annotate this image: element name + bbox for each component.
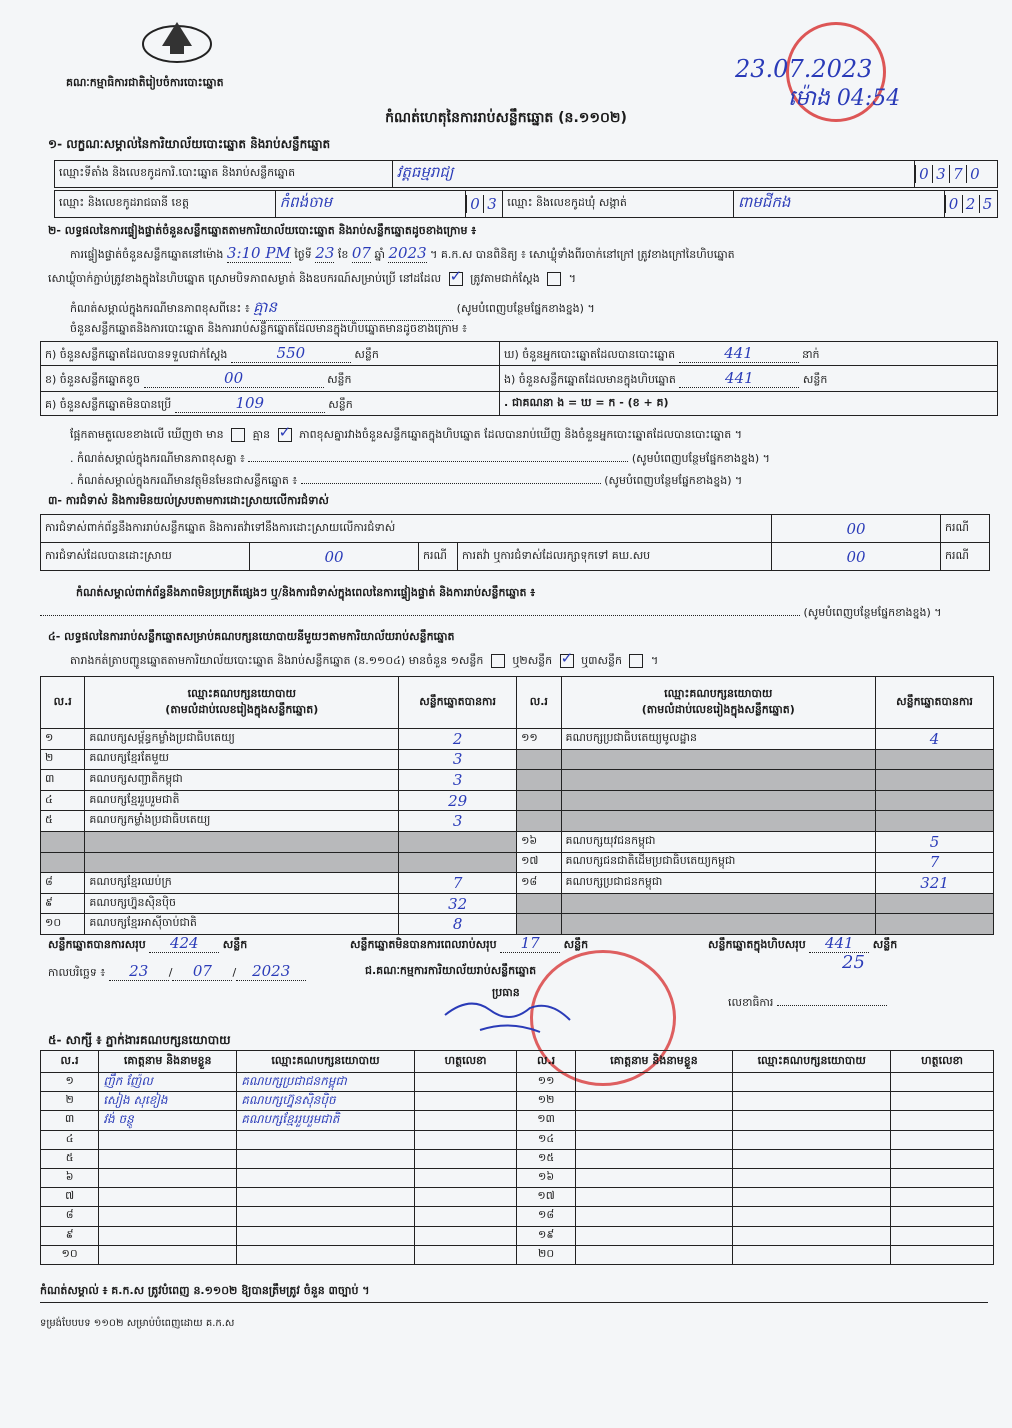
results-cell-no: ១០ (41, 914, 85, 935)
witness-cell-sig (414, 1130, 517, 1149)
witness-cell-no-2: ១១ (517, 1073, 575, 1092)
section-4-heading: ៤- លទ្ធផលនៃការរាប់សន្លឹកឆ្នោតសម្រាប់គណបក្សនយោបាយនីមួយៗតាមការិយាល័យរាប់សន្លឹកឆ្នោត (48, 630, 455, 643)
results-cell-party: គណបក្សខ្មែរអាស៊ីចាប់ជាតិ (85, 914, 399, 935)
results-cell-no-2: ១៧ (517, 852, 561, 873)
s1-commune-label: ឈ្មោះ និងលេខកូដឃុំ សង្កាត់ (503, 191, 734, 218)
results-cell-party (85, 852, 399, 873)
results-table (40, 676, 994, 935)
s2-line-2: សោឃ្លុំចាក់ភ្ជាប់ត្រូវខាងក្នុងនៃហិបឆ្នោត ស្រោមបិទភាពសម្ងាត់ និងឧបករណ៍សម្រាប់ប្រើ នៅដដែល ✓ ត្រូវតាមជាក់ស្ដែង ។ (48, 272, 576, 288)
results-cell-no: ២ (41, 749, 85, 770)
witness-cell-no: ៣ (41, 1111, 99, 1130)
stamp-date: 23.07.2023 (735, 55, 873, 83)
witness-cell-party-2 (733, 1168, 891, 1187)
witness-cell-party (237, 1207, 415, 1226)
results-cell-votes-2: 7 (876, 852, 994, 873)
s1-commune-value: ពាមជីកង (734, 191, 945, 218)
results-cell-votes-2 (876, 914, 994, 935)
s1-commune-code: 0 2 5 (944, 191, 997, 218)
witness-cell-party-2 (733, 1149, 891, 1168)
witness-row (41, 1207, 994, 1226)
witness-cell-party (237, 1130, 415, 1149)
witness-cell-name (99, 1245, 237, 1264)
results-cell-party-2 (561, 749, 876, 770)
witness-cell-no-2: ១៧ (517, 1188, 575, 1207)
s1-location-value: វត្តធម្មរាជ្យ (392, 161, 914, 188)
results-row (41, 852, 994, 873)
s3-note: កំណត់សម្គាល់ពាក់ព័ន្ធនឹងភាពមិនប្រក្រតីផ្សេងៗ ឬ/និងការជំទាស់ក្នុងពេលនៃការផ្ទៀងផ្ទាត់ និងការរាប់សន្លឹកឆ្នោត ៖ (76, 586, 536, 599)
witness-col-sig: ហត្ថលេខា (414, 1051, 517, 1073)
results-cell-party: គណបក្សកម្លាំងប្រជាធិបតេយ្យ (85, 811, 399, 832)
witness-cell-no-2: ១៦ (517, 1168, 575, 1187)
s4-one-sheet-checkbox[interactable] (491, 654, 505, 668)
s1-province-value: កំពង់ចាម (275, 191, 465, 218)
witness-cell-sig (414, 1168, 517, 1187)
results-cell-no: ៨ (41, 873, 85, 894)
witness-cell-party-2 (733, 1092, 891, 1111)
witness-cell-party (237, 1149, 415, 1168)
witness-row (41, 1149, 994, 1168)
witness-cell-no: ៦ (41, 1168, 99, 1187)
results-cell-no: ១ (41, 729, 85, 750)
results-cell-no-2 (517, 749, 561, 770)
s4-totals: សន្លឹកឆ្នោតបានការសរុប 424 សន្លឹក (48, 934, 248, 952)
witness-row (41, 1168, 994, 1187)
s3-r2-value2: 00 (772, 543, 941, 571)
results-cell-votes-2 (876, 770, 994, 791)
witness-cell-sig (414, 1073, 517, 1092)
section-1-heading: ១- លក្ខណៈសម្គាល់នៃការិយាល័យបោះឆ្នោត និងរាប់សន្លឹកឆ្នោត (48, 137, 331, 151)
results-col-party: ឈ្មោះគណបក្សនយោបាយ (តាមលំដាប់លេខរៀងក្នុងសន្លឹកឆ្នោត) (85, 677, 399, 729)
witness-cell-party-2 (733, 1226, 891, 1245)
results-cell-party: គណបក្សហ្វ៊ុនស៊ិនប៉ិច (85, 893, 399, 914)
witness-cell-party: គណបក្សខ្មែររួបរួមជាតិ (237, 1111, 415, 1130)
results-cell-votes-2 (876, 893, 994, 914)
witness-cell-name (99, 1226, 237, 1245)
witness-cell-sig (414, 1092, 517, 1111)
witness-cell-name-2 (575, 1073, 733, 1092)
results-cell-votes: 32 (399, 893, 517, 914)
section-1-table (54, 160, 998, 188)
witness-cell-sig (414, 1226, 517, 1245)
section-2-heading: ២- លទ្ធផលនៃការផ្ទៀងផ្ទាត់ចំនួនសន្លឹកឆ្នោតតាមការិយាល័យបោះឆ្នោត និងរាប់សន្លឹកឆ្នោតដូចខាងក្រោម ៖ (48, 224, 477, 237)
section-1-table-2 (54, 190, 998, 218)
section-5-heading: ៥- សាក្សី ៖ ភ្នាក់ងារគណបក្សនយោបាយ (48, 1033, 231, 1047)
witness-cell-no: ១០ (41, 1245, 99, 1264)
org-name: គណៈកម្មាធិការជាតិរៀបចំការបោះឆ្នោត (66, 76, 224, 89)
witness-cell-sig-2 (891, 1073, 994, 1092)
results-cell-votes: 3 (399, 770, 517, 791)
s1-province-code: 0 3 (466, 191, 503, 218)
results-cell-party: គណបក្សសម្ព័ន្ធកម្លាំងប្រជាធិបតេយ្យ (85, 729, 399, 750)
s3-r2-value: 00 (250, 543, 419, 571)
s3-note-line: (សូមបំពេញបន្ថែមផ្នែកខាងខ្នង) ។ (40, 606, 942, 622)
witness-cell-sig (414, 1245, 517, 1264)
results-cell-votes-2 (876, 749, 994, 770)
s2-ngo: ង) ចំនួនសន្លឹកឆ្នោតដែលមានក្នុងហិបឆ្នោត 441 សន្លឹក (500, 366, 998, 392)
s1-province-label: ឈ្មោះ និងលេខកូដរាជធានី ខេត្ត (55, 191, 276, 218)
witness-col-sig-2: ហត្ថលេខា (891, 1051, 994, 1073)
results-row (41, 914, 994, 935)
s4-totals-invalid: សន្លឹកឆ្នោតមិនបានការពេលរាប់សរុប 17 សន្លឹក (350, 934, 589, 952)
s2-ko: គ) ចំនួនសន្លឹកឆ្នោតមិនបានប្រើ 109 សន្លឹក (41, 392, 500, 416)
results-cell-votes: 8 (399, 914, 517, 935)
results-cell-votes: 29 (399, 790, 517, 811)
witness-cell-name: សៀង សុខៀង (99, 1092, 237, 1111)
s4-two-sheet-checkbox[interactable] (560, 654, 574, 668)
results-cell-no: ៤ (41, 790, 85, 811)
s4-totals-box: សន្លឹកឆ្នោតក្នុងហិបសរុប 441 សន្លឹក (708, 934, 898, 952)
s2-line-1: ការផ្ទៀងផ្ទាត់ចំនួនសន្លឹកឆ្នោតនៅម៉ោង 3:10 PM ថ្ងៃទី 23 ខែ 07 ឆ្នាំ 2023 ។ គ.ក.ស បានពិនិត្យ ៖ សោឃ្លុំទាំងពីរចាក់នៅក្រៅ ត្រូវខាងក្រៅនៃហិបឆ្នោត (70, 244, 735, 262)
s3-r2-label: ការជំទាស់ដែលបានដោះស្រាយ (41, 543, 250, 571)
witness-row (41, 1111, 994, 1130)
s2-seal-yes-checkbox[interactable] (449, 272, 463, 286)
results-cell-party-2: គណបក្សជនជាតិដើមប្រជាធិបតេយ្យកម្ពុជា (561, 852, 876, 873)
s2-has-diff-checkbox[interactable] (231, 428, 245, 442)
results-cell-no-2 (517, 811, 561, 832)
s4-sub: តារាងកត់ត្រាបញ្ជូនឆ្នោតតាមការិយាល័យបោះឆ្នោត និងរាប់សន្លឹកឆ្នោត (ន.១១០៤) មានចំនួន ១សន្លឹក ឬ២សន្លឹក ✓ ឬ៣សន្លឹក ។ (70, 654, 658, 670)
witness-cell-name-2 (575, 1168, 733, 1187)
witness-cell-sig-2 (891, 1207, 994, 1226)
results-cell-no-2 (517, 790, 561, 811)
witness-cell-no-2: ១៤ (517, 1130, 575, 1149)
s4-committee: ជ.គណៈកម្មការការិយាល័យរាប់សន្លឹកឆ្នោត (365, 964, 537, 977)
witness-row (41, 1188, 994, 1207)
witness-cell-sig-2 (891, 1168, 994, 1187)
results-cell-votes-2: 5 (876, 831, 994, 852)
results-cell-party-2 (561, 770, 876, 791)
witness-cell-no-2: ១៣ (517, 1111, 575, 1130)
s4-three-sheet-checkbox[interactable] (629, 654, 643, 668)
s4-secretary: លេខាធិការ (728, 996, 887, 1012)
witness-cell-party-2 (733, 1245, 891, 1264)
witness-col-no-2: ល.រ (517, 1051, 575, 1073)
footer-text: ទម្រង់បែបបទ ១១០២ សម្រាប់បំពេញដោយ គ.ក.ស (40, 1318, 235, 1329)
results-cell-no-2 (517, 914, 561, 935)
stamp-time: ម៉ោង 04:54 (788, 86, 901, 111)
witness-cell-no: ៤ (41, 1130, 99, 1149)
witness-cell-sig-2 (891, 1092, 994, 1111)
witness-cell-name (99, 1168, 237, 1187)
witness-table (40, 1050, 994, 1265)
results-cell-party: គណបក្សខ្មែរតែមួយ (85, 749, 399, 770)
witness-col-party-2: ឈ្មោះគណបក្សនយោបាយ (733, 1051, 891, 1073)
results-cell-votes (399, 852, 517, 873)
results-cell-no-2: ១៨ (517, 873, 561, 894)
witness-row (41, 1130, 994, 1149)
witness-cell-no: ៧ (41, 1188, 99, 1207)
results-cell-no: ៩ (41, 893, 85, 914)
witness-cell-sig (414, 1149, 517, 1168)
results-cell-party-2: គណបក្សប្រជាជនកម្ពុជា (561, 873, 876, 894)
witness-cell-no: ១ (41, 1073, 99, 1092)
s2-line-6: . កំណត់សម្គាល់ក្នុងករណីមានភាពខុសគ្នា ៖ (សូមបំពេញបន្ថែមផ្នែកខាងខ្នង) ។ (70, 452, 770, 465)
witness-cell-no-2: ២០ (517, 1245, 575, 1264)
results-row (41, 749, 994, 770)
section-2-table (40, 341, 998, 416)
witness-cell-no-2: ១៨ (517, 1207, 575, 1226)
s1-location-label: ឈ្មោះទីតាំង និងលេខកូដការិ.បោះឆ្នោត និងរាប់សន្លឹកឆ្នោត (55, 161, 393, 188)
s3-r1-label: ការជំទាស់ពាក់ព័ន្ធនឹងការរាប់សន្លឹកឆ្នោត និងការតវ៉ាទៅនឹងការដោះស្រាយលើការជំទាស់ (41, 515, 772, 543)
witness-cell-party (237, 1168, 415, 1187)
witness-col-name-2: គោត្តនាម និងនាមខ្លួន (575, 1051, 733, 1073)
results-cell-votes: 7 (399, 873, 517, 894)
results-cell-votes: 2 (399, 729, 517, 750)
witness-cell-party: គណបក្សប្រជាជនកម្ពុជា (237, 1073, 415, 1092)
witness-cell-party (237, 1226, 415, 1245)
results-col-votes: សន្លឹកឆ្នោតបានការ (399, 677, 517, 729)
s3-r2-unit2: ករណី (941, 543, 990, 571)
results-cell-no-2: ១១ (517, 729, 561, 750)
s1-location-code: 0 3 7 0 (914, 161, 997, 188)
s5-note: កំណត់សម្គាល់ ៖ គ.ក.ស ត្រូវបំពេញ ន.១១០២ ឱ្យបានត្រឹមត្រូវ ចំនួន ៣ច្បាប់ ។ (40, 1284, 370, 1297)
witness-cell-no-2: ១៥ (517, 1149, 575, 1168)
results-cell-party: គណបក្សសញ្ជាតិកម្ពុជា (85, 770, 399, 791)
witness-cell-name-2 (575, 1149, 733, 1168)
results-cell-votes-2: 321 (876, 873, 994, 894)
results-col-party-2: ឈ្មោះគណបក្សនយោបាយ (តាមលំដាប់លេខរៀងក្នុងសន្លឹកឆ្នោត) (561, 677, 876, 729)
witness-cell-name (99, 1188, 237, 1207)
results-cell-party: គណបក្សខ្មែរឈប់ក្រ (85, 873, 399, 894)
results-cell-party-2: គណបក្សយុវជនកម្ពុជា (561, 831, 876, 852)
results-cell-votes: 3 (399, 749, 517, 770)
witness-cell-party (237, 1188, 415, 1207)
results-col-votes-2: សន្លឹកឆ្នោតបានការ (876, 677, 994, 729)
s2-seal-no-checkbox[interactable] (547, 272, 561, 286)
witness-cell-sig-2 (891, 1245, 994, 1264)
s2-formula: . ជាគណនា ង = ឃ = ក - (ខ + គ) (500, 392, 998, 416)
results-row (41, 770, 994, 791)
s3-r2-unit: ករណី (419, 543, 458, 571)
witness-cell-no: ៥ (41, 1149, 99, 1168)
witness-cell-party-2 (733, 1130, 891, 1149)
results-cell-party-2 (561, 893, 876, 914)
witness-cell-party-2 (733, 1207, 891, 1226)
witness-cell-party-2 (733, 1111, 891, 1130)
results-cell-no: ៣ (41, 770, 85, 791)
s2-gho: ឃ) ចំនួនអ្នកបោះឆ្នោតដែលបានបោះឆ្នោត 441 នាក់ (500, 342, 998, 366)
witness-col-party: ឈ្មោះគណបក្សនយោបាយ (237, 1051, 415, 1073)
witness-cell-name (99, 1130, 237, 1149)
witness-cell-no: ៨ (41, 1207, 99, 1226)
s4-chair: ប្រធាន (492, 986, 520, 999)
witness-cell-name-2 (575, 1226, 733, 1245)
witness-cell-name-2 (575, 1092, 733, 1111)
witness-cell-party (237, 1245, 415, 1264)
witness-cell-sig-2 (891, 1188, 994, 1207)
results-cell-no (41, 831, 85, 852)
results-row (41, 729, 994, 750)
results-cell-no-2 (517, 770, 561, 791)
witness-cell-name: ញឹក ញ៉ែល (99, 1073, 237, 1092)
chair-signature (440, 990, 590, 1040)
results-row (41, 831, 994, 852)
s2-kha: ខ) ចំនួនសន្លឹកឆ្នោតខូច 00 សន្លឹក (41, 366, 500, 392)
witness-row (41, 1226, 994, 1245)
witness-col-no: ល.រ (41, 1051, 99, 1073)
results-col-no: ល.រ (41, 677, 85, 729)
witness-cell-party: គណបក្សហ្វ៊ុនស៊ិនប៉ិច (237, 1092, 415, 1111)
s3-r1-unit: ករណី (941, 515, 990, 543)
results-row (41, 790, 994, 811)
s2-ka: ក) ចំនួនសន្លឹកឆ្នោតដែលបានទទួលជាក់ស្ដែង 550 សន្លឹក (41, 342, 500, 366)
witness-cell-name (99, 1149, 237, 1168)
witness-cell-no: ៩ (41, 1226, 99, 1245)
witness-row (41, 1073, 994, 1092)
results-cell-party (85, 831, 399, 852)
witness-cell-name: វង់ ចន្ថូ (99, 1111, 237, 1130)
nec-logo (140, 14, 214, 64)
witness-cell-sig-2 (891, 1226, 994, 1245)
results-cell-no: ៥ (41, 811, 85, 832)
section-3-heading: ៣- ការជំទាស់ និងការមិនយល់ស្របតាមការដោះស្រាយលើការជំទាស់ (48, 494, 329, 507)
results-col-no-2: ល.រ (517, 677, 561, 729)
results-cell-votes-2 (876, 811, 994, 832)
witness-cell-no-2: ១២ (517, 1092, 575, 1111)
witness-cell-sig (414, 1188, 517, 1207)
results-cell-no-2 (517, 893, 561, 914)
witness-cell-sig-2 (891, 1111, 994, 1130)
section-3-table (40, 514, 990, 571)
witness-cell-name-2 (575, 1245, 733, 1264)
witness-row (41, 1245, 994, 1264)
results-cell-party-2 (561, 790, 876, 811)
results-cell-party-2: គណបក្សប្រជាធិបតេយ្យមូលដ្ឋាន (561, 729, 876, 750)
s2-line-4: ចំនួនសន្លឹកឆ្នោតនិងការបោះឆ្នោត និងការរាប់សន្លឹកឆ្នោតដែលមានក្នុងហិបឆ្នោតមានដូចខាងក្រោម ៖ (70, 322, 467, 335)
witness-cell-party-2 (733, 1188, 891, 1207)
witness-cell-no: ២ (41, 1092, 99, 1111)
results-cell-no (41, 852, 85, 873)
results-cell-party: គណបក្សខ្មែររួបរួមជាតិ (85, 790, 399, 811)
results-cell-party-2 (561, 811, 876, 832)
witness-cell-sig (414, 1207, 517, 1226)
results-cell-votes (399, 831, 517, 852)
results-cell-votes-2: 4 (876, 729, 994, 750)
witness-cell-no-2: ១៩ (517, 1226, 575, 1245)
s3-r1-value: 00 (772, 515, 941, 543)
s2-line-5: ផ្អែកតាមតួលេខខាងលើ ឃើញថា មាន គ្មាន ✓ ភាពខុសគ្នារវាងចំនួនសន្លឹកឆ្នោតក្នុងហិបឆ្នោត ដែលបានរាប់ឃើញ និងចំនួនអ្នកបោះឆ្នោតដែលបានបោះឆ្នោត ។ (70, 428, 742, 444)
results-cell-votes-2 (876, 790, 994, 811)
witness-cell-name-2 (575, 1111, 733, 1130)
form-title: កំណត់ហេតុនៃការរាប់សន្លឹកឆ្នោត (ន.១១០២) (385, 110, 627, 126)
witness-cell-name-2 (575, 1207, 733, 1226)
footer-divider (40, 1302, 988, 1303)
witness-cell-name (99, 1207, 237, 1226)
witness-col-name: គោត្តនាម និងនាមខ្លួន (99, 1051, 237, 1073)
witness-cell-name-2 (575, 1130, 733, 1149)
witness-cell-name-2 (575, 1188, 733, 1207)
results-row (41, 873, 994, 894)
results-cell-party-2 (561, 914, 876, 935)
s2-line-3: កំណត់សម្គាល់ក្នុងករណីមានភាពខុសពីនេះ ៖ គ្មាន (សូមបំពេញបន្ថែមផ្នែកខាងខ្នង) ។ (70, 298, 595, 321)
s4-handwritten-number: 25 (842, 952, 865, 973)
s2-line-7: . កំណត់សម្គាល់ក្នុងករណីមានវត្ថុមិនមែនជាសន្លឹកឆ្នោត ៖ (សូមបំពេញបន្ថែមផ្នែកខាងខ្នង) ។ (70, 474, 743, 487)
s2-no-diff-checkbox[interactable] (278, 428, 292, 442)
witness-cell-party-2 (733, 1073, 891, 1092)
witness-row (41, 1092, 994, 1111)
results-cell-votes: 3 (399, 811, 517, 832)
s3-r2-label2: ការតវ៉ា ឬការជំទាស់ដែលរក្សាទុកទៅ គឃ.សប (458, 543, 772, 571)
results-cell-no-2: ១៦ (517, 831, 561, 852)
results-row (41, 893, 994, 914)
witness-cell-sig (414, 1111, 517, 1130)
witness-cell-sig-2 (891, 1130, 994, 1149)
s4-date: កាលបរិច្ឆេទ ៖ 23 / 07 / 2023 (48, 962, 306, 982)
witness-cell-sig-2 (891, 1149, 994, 1168)
results-row (41, 811, 994, 832)
